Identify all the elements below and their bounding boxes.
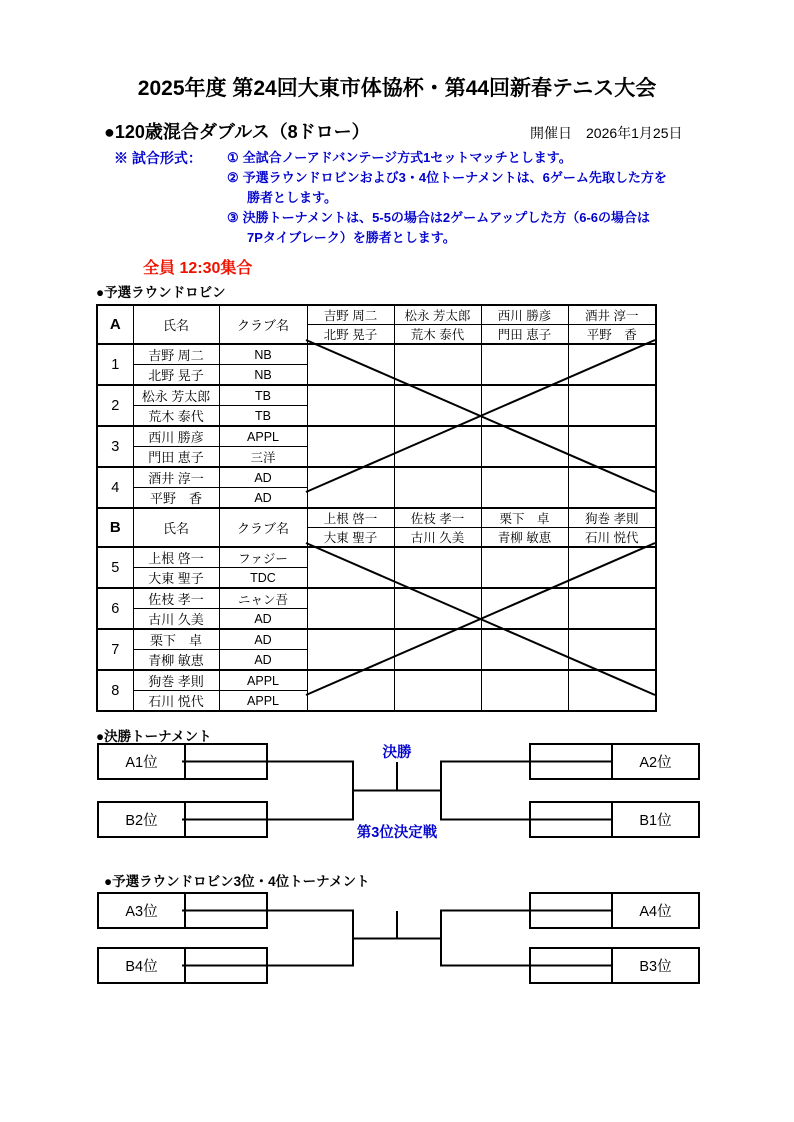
pair-header-player: 大東 聖子 (307, 528, 394, 548)
pair-number: 2 (97, 385, 133, 426)
player-name: 松永 芳太郎 (133, 385, 219, 406)
pair-header-player: 上根 啓一 (307, 508, 394, 528)
rule-text: 7Pタイブレーク）を勝者とします。 (247, 230, 456, 245)
club-name: TB (219, 385, 307, 406)
player-name: 狗巻 孝則 (133, 670, 219, 691)
match-result-cell (481, 344, 568, 385)
pair-number: 8 (97, 670, 133, 711)
seed-box-a2 (529, 743, 700, 780)
pair-header-player: 佐枝 孝一 (394, 508, 481, 528)
rule-number: ③ (227, 210, 239, 225)
club-name: AD (219, 488, 307, 509)
match-result-cell (481, 385, 568, 426)
score-cell (186, 894, 266, 927)
pair-number: 5 (97, 547, 133, 588)
pair-header-player: 門田 恵子 (481, 325, 568, 345)
match-result-cell (568, 547, 656, 588)
match-result-cell (481, 467, 568, 508)
club-name: TB (219, 406, 307, 427)
format-rule-line (227, 228, 697, 248)
player-name: 石川 悦代 (133, 691, 219, 712)
assembly-time-note: 全員 12:30集合 (143, 260, 253, 277)
score-cell (186, 949, 266, 982)
pair-number: 6 (97, 588, 133, 629)
seed-box-b4 (97, 947, 268, 984)
match-result-cell (394, 629, 481, 670)
pair-number: 1 (97, 344, 133, 385)
club-name: APPL (219, 670, 307, 691)
format-rule-line (227, 148, 697, 168)
match-result-cell (481, 629, 568, 670)
event-heading: ●120歳混合ダブルス（8ドロー） (104, 122, 370, 142)
player-name: 荒木 泰代 (133, 406, 219, 427)
consolation-bracket-heading: ●予選ラウンドロビン3位・4位トーナメント (104, 874, 370, 889)
seed-box-a3 (97, 892, 268, 929)
pair-number: 3 (97, 426, 133, 467)
pair-number: 4 (97, 467, 133, 508)
seed-label: A4位 (611, 894, 698, 927)
score-cell (186, 745, 266, 778)
pair-header-player: 松永 芳太郎 (394, 305, 481, 325)
match-result-cell (481, 426, 568, 467)
club-column-header: クラブ名 (219, 305, 307, 344)
club-name: APPL (219, 426, 307, 447)
match-result-cell (568, 588, 656, 629)
club-name: TDC (219, 568, 307, 589)
match-result-cell (394, 426, 481, 467)
pair-header-player: 栗下 卓 (481, 508, 568, 528)
club-name: AD (219, 650, 307, 671)
final-bracket-heading: ●決勝トーナメント (96, 729, 212, 744)
name-column-header: 氏名 (133, 508, 219, 547)
event-date: 開催日 2026年1月25日 (530, 125, 683, 141)
pair-number: 7 (97, 629, 133, 670)
match-result-cell (307, 547, 394, 588)
format-rule-line (227, 188, 697, 208)
match-result-cell (568, 385, 656, 426)
player-name: 吉野 周二 (133, 344, 219, 365)
club-column-header: クラブ名 (219, 508, 307, 547)
pair-header-player: 荒木 泰代 (394, 325, 481, 345)
match-result-cell (394, 385, 481, 426)
player-name: 平野 香 (133, 488, 219, 509)
player-name: 古川 久美 (133, 609, 219, 630)
club-name: 三洋 (219, 447, 307, 468)
match-result-cell (307, 426, 394, 467)
player-name: 北野 晃子 (133, 365, 219, 386)
match-result-cell (394, 588, 481, 629)
player-name: 佐枝 孝一 (133, 588, 219, 609)
rule-text: 予選ラウンドロビンおよび3・4位トーナメントは、6ゲーム先取した方を (242, 170, 667, 185)
match-result-cell (568, 670, 656, 711)
format-rule-line (227, 168, 697, 188)
rule-text: 勝者とします。 (247, 190, 337, 205)
match-format-rules (227, 148, 697, 248)
final-match-label: 決勝 (382, 745, 412, 761)
pair-header-player: 平野 香 (568, 325, 656, 345)
player-name: 酒井 淳一 (133, 467, 219, 488)
round-robin-heading: ●予選ラウンドロビン (96, 285, 226, 300)
seed-box-b1 (529, 801, 700, 838)
group-label: B (97, 508, 133, 547)
pair-header-player: 狗巻 孝則 (568, 508, 656, 528)
match-result-cell (307, 467, 394, 508)
seed-label: B2位 (99, 803, 186, 836)
match-result-cell (568, 629, 656, 670)
player-name: 西川 勝彦 (133, 426, 219, 447)
match-result-cell (481, 670, 568, 711)
pair-header-player: 石川 悦代 (568, 528, 656, 548)
pair-header-player: 青柳 敏恵 (481, 528, 568, 548)
seed-label: B4位 (99, 949, 186, 982)
match-format-label: ※ 試合形式： (114, 150, 202, 166)
format-rule-line (227, 208, 697, 228)
name-column-header: 氏名 (133, 305, 219, 344)
score-cell (531, 949, 611, 982)
player-name: 門田 恵子 (133, 447, 219, 468)
club-name: AD (219, 629, 307, 650)
player-name: 大東 聖子 (133, 568, 219, 589)
match-result-cell (307, 629, 394, 670)
player-name: 栗下 卓 (133, 629, 219, 650)
seed-box-a1 (97, 743, 268, 780)
pair-header-player: 酒井 淳一 (568, 305, 656, 325)
score-cell (531, 745, 611, 778)
seed-label: B3位 (611, 949, 698, 982)
match-result-cell (307, 385, 394, 426)
match-result-cell (481, 547, 568, 588)
club-name: ファジー (219, 547, 307, 568)
seed-label: A3位 (99, 894, 186, 927)
pair-header-player: 北野 晃子 (307, 325, 394, 345)
rule-text: 決勝トーナメントは、5-5の場合は2ゲームアップした方（6-6の場合は (242, 210, 651, 225)
match-result-cell (394, 344, 481, 385)
match-result-cell (394, 547, 481, 588)
club-name: NB (219, 344, 307, 365)
match-result-cell (307, 670, 394, 711)
group-label: A (97, 305, 133, 344)
seed-box-a4 (529, 892, 700, 929)
seed-label: A1位 (99, 745, 186, 778)
score-cell (186, 803, 266, 836)
match-result-cell (307, 344, 394, 385)
player-name: 青柳 敏恵 (133, 650, 219, 671)
rule-number: ① (227, 150, 239, 165)
match-result-cell (568, 426, 656, 467)
rule-text: 全試合ノーアドバンテージ方式1セットマッチとします。 (242, 150, 572, 165)
club-name: AD (219, 609, 307, 630)
pair-header-player: 古川 久美 (394, 528, 481, 548)
club-name: ニャン吾 (219, 588, 307, 609)
pair-header-player: 吉野 周二 (307, 305, 394, 325)
match-result-cell (481, 588, 568, 629)
club-name: NB (219, 365, 307, 386)
rule-number: ② (227, 170, 239, 185)
third-place-match-label: 第3位決定戦 (356, 825, 438, 841)
club-name: APPL (219, 691, 307, 712)
tournament-title: 2025年度 第24回大東市体協杯・第44回新春テニス大会 (137, 77, 657, 100)
club-name: AD (219, 467, 307, 488)
match-result-cell (568, 344, 656, 385)
round-robin-table-b (96, 507, 657, 712)
seed-label: A2位 (611, 745, 698, 778)
round-robin-table-a (96, 304, 657, 509)
match-result-cell (394, 467, 481, 508)
pair-header-player: 西川 勝彦 (481, 305, 568, 325)
match-result-cell (394, 670, 481, 711)
match-result-cell (568, 467, 656, 508)
seed-box-b3 (529, 947, 700, 984)
score-cell (531, 803, 611, 836)
seed-box-b2 (97, 801, 268, 838)
player-name: 上根 啓一 (133, 547, 219, 568)
match-result-cell (307, 588, 394, 629)
seed-label: B1位 (611, 803, 698, 836)
score-cell (531, 894, 611, 927)
